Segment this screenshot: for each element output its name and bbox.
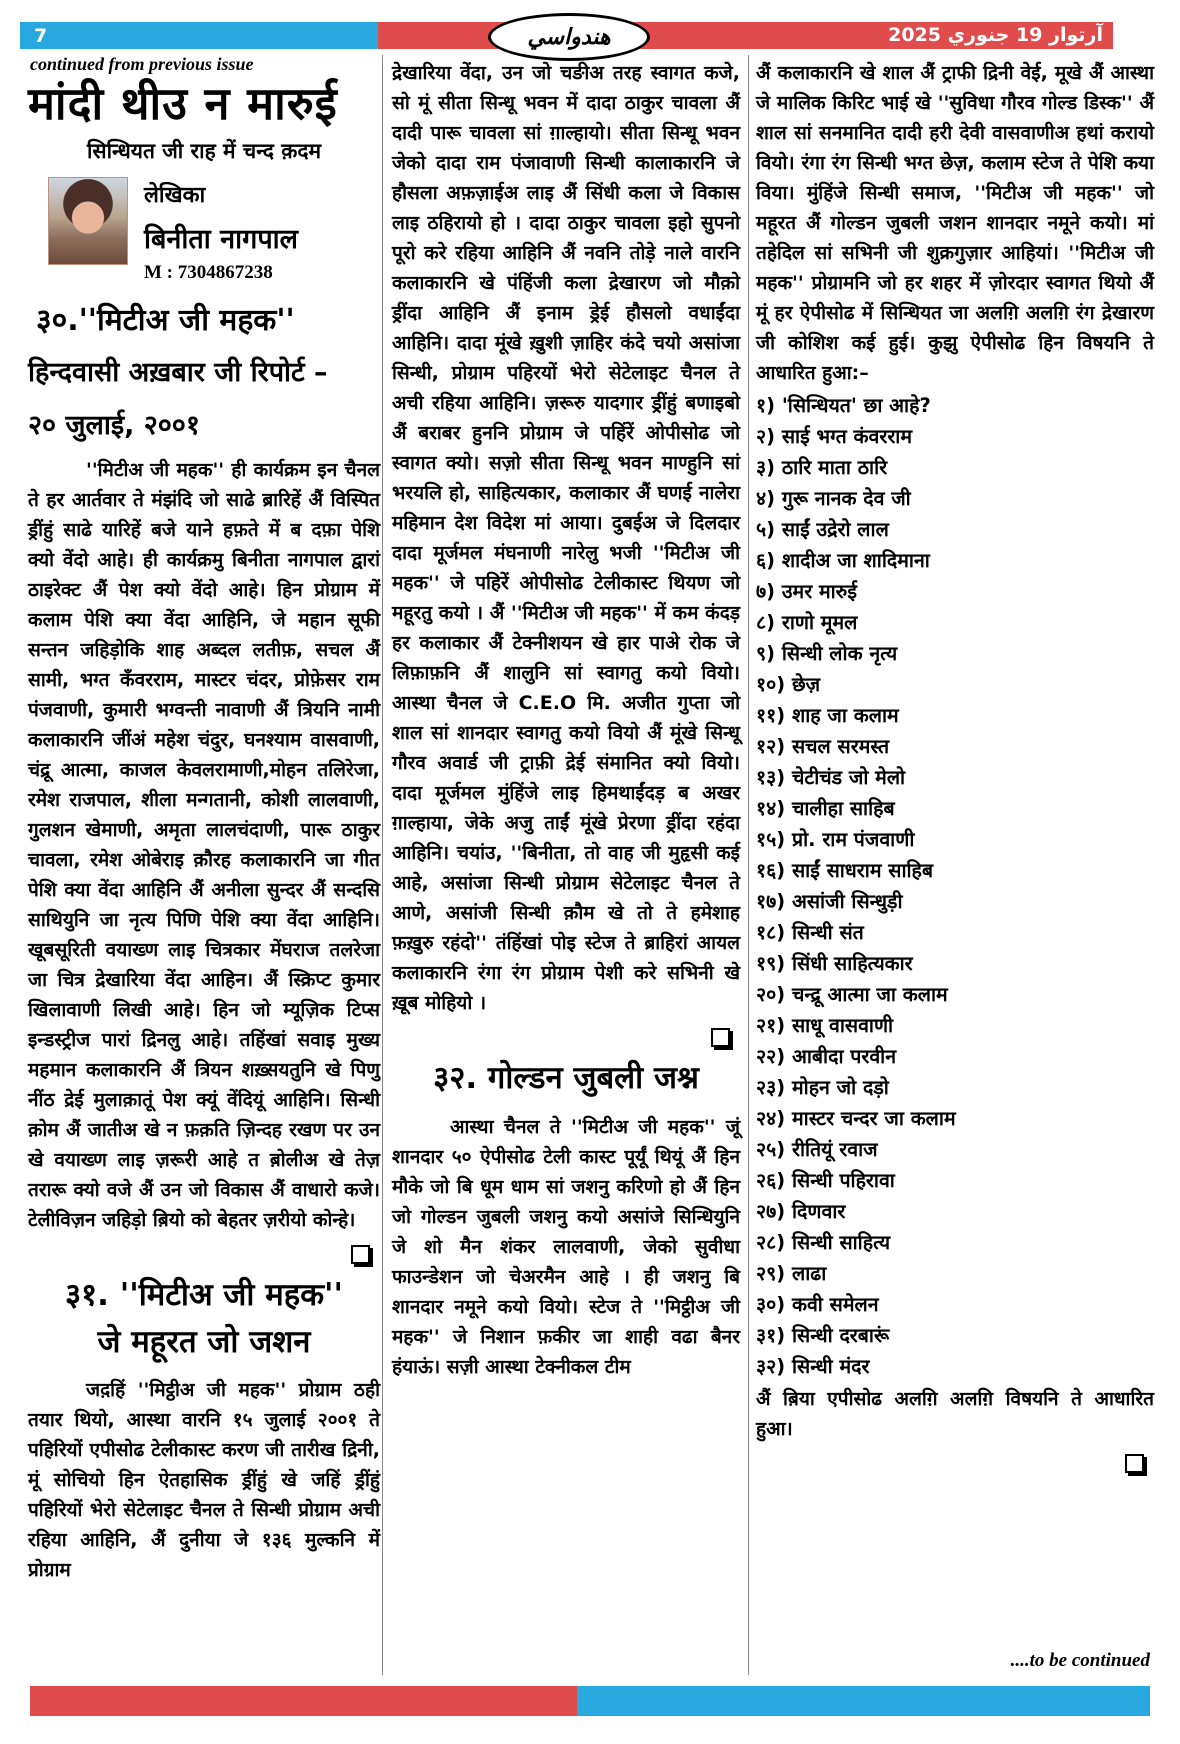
list-item: २) साई भग्त कंवरराम: [756, 425, 913, 448]
bottom-bar-red-segment: [30, 1686, 577, 1716]
section-30-subheading-line1: हिन्दवासी अख़बार जी रिपोर्ट –: [28, 356, 328, 388]
hindvasi-logo: [488, 13, 650, 61]
list-item: १२) सचल सरमस्त: [756, 735, 890, 758]
episode-list: [756, 390, 1154, 1382]
section-30-body: ''मिटीअ जी महक'' ही कार्यक्रम इन चैनल ते हर आर्तवार ते मंझंदि जो साढे ब्रारिहें अैं विस्पित ड्रींहुं साढे यारिहें बजे याने हफ़ते में ब दफ़ा पेशि क्यो वेंदो आहे। ही कार्यक्रमु बिनीता नागपाल द्वारां ठाइरेक्ट अैं पेश क्यो वेंदो आहे। हिन प्रोग्राम में कलाम पेशि क्या वेंदा आहिनि, जे महान सूफी सन्तन जहिड़ोकि शाह अब्दल लतीफ़, सचल अैं सामी, भग्त कॅंवरराम, मास्टर चंदर, प्रोफ़ेसर राम पंजवाणी, कुमारी भग्वन्ती नावाणी अैं त्रियनि नामी कलाकारनि जींअं महेश चंदुर, घनश्याम वासवाणी, चंद्रू आत्मा, काजल केवलरामाणी,मोहन तलिरेजा, रमेश राजपाल, शीला मन्गतानी, कोशी लालवाणी, गुलशन खेमाणी, अमृता लालचंदाणी, पारू ठाकुर चावला, रमेश ओबेराइ क़ौरह कलाकारनि जा गीत पेशि क्या वेंदा आहिनि अैं अनीला सुन्दर अैं सन्दसि साथियुनि जा नृत्य पिणि पेशि क्या वेंदा आहिनि। खूबसूरिती वयाख्ण लाइ चित्रकार मेंघराज तलरेजा जा चित्र द्रेखारिया वेंदा आहिन। अैं स्क्रिप्ट कुमार खिलावाणी लिखी आहे। हिन जो म्यूज़िक टिप्स इन्डस्ट्रीज पारां द्रिनलु आहे। तहिंखां सवाइ मुख्य महमान कलाकारनि अैं त्रियन शख़्सयतुनि खे पिणु नींठ द्रेई मुलाक़ातूं पेश क्यूं वेंदियूं आहिनि। सिन्धी क़ोम अैं जातीअ खे न फ़क़ति ज़िन्दह रखण पर उन खे वयाख्ण लाइ ज़रूरी आहे त ब़ोलीअ खे तेज़ तरारू क्यो वजे अैं उन जो विकास अैं वाधारो कजे। टेलीविज़न जहिड़ो ब़ियो को बेहतर ज़रीयो कोन्हे।: [28, 459, 380, 1231]
author-block: [48, 177, 380, 284]
list-item: ४) गुरू नानक देव जी: [756, 487, 911, 510]
column-3: [756, 50, 1154, 1479]
list-item: २५) रीतियूं रवाज: [756, 1138, 878, 1161]
list-item: ५) साईं उद्रेरो लाल: [756, 518, 889, 541]
author-name: बिनीता नागपाल: [144, 223, 298, 255]
column-2: [392, 50, 740, 1382]
list-item: ११) शाह जा कलाम: [756, 704, 899, 727]
list-item: १) 'सिन्धियत' छा आहे?: [756, 394, 931, 417]
section-30-subheading-line2: २० जुलाई, २००१: [28, 409, 200, 441]
list-item: १९) सिंधी साहित्यकार: [756, 952, 913, 975]
top-bar-blue-segment: [20, 22, 378, 49]
list-item: १४) चालीहा साहिब: [756, 797, 895, 820]
list-item: २७) दिणवार: [756, 1200, 846, 1223]
section-32-heading: ३२. गोल्डन जुबली जश्न: [433, 1060, 699, 1096]
article-title: मांदी थीउ न मारुई: [28, 77, 338, 130]
list-item: ७) उमर मारुई: [756, 580, 857, 603]
page-number: 7: [34, 25, 48, 47]
list-item: २२) आबीदा परवीन: [756, 1045, 897, 1068]
section-31-heading-line1: ३१. ''मिटीअ जी महक'': [64, 1277, 344, 1313]
section-32-body-column3: अैं कलाकारनि खे शाल अैं ट्राफी द्रिनी वेई, मूखे अैं आस्था जे मालिक किरिट भाई खे ''सुविधा गौरव गोल्ड डिस्क'' अैं शाल सां सनमानित दादी हरी देवी वासवाणीअ हथां करायो वियो। रंगा रंग सिन्धी भग्त छेज़, कलाम स्टेज ते पेशि कया विया। मुंहिंजे सिन्धी समाज, ''मिटीअ जी महक'' जो महूरत अैं गोल्डन जुबली जशन शानदार नमूने कयो। मां तहेदिल सां सभिनी जी शुक्रगुज़ार आहियां। ''मिटीअ जी महक'' प्रोग्रामनि जो हर शहर में ज़ोरदार स्वागत थियो अैं मूं हर ऐपीसोढ में सिन्धियत जा अलग़ि अलग़ि रंग द्रेखारण जी कोशिश कई हुई। कुझु ऐपीसोढ हिन विषयनि ते आधारित हुआ:–: [756, 62, 1154, 384]
column-1: [28, 50, 380, 1585]
section-30-heading: ३०.''मिटीअ जी महक'': [36, 302, 295, 338]
end-of-article-marker: [351, 1245, 370, 1264]
author-meta: [144, 177, 298, 284]
section-31-heading: [28, 1272, 380, 1365]
column-divider: [382, 55, 383, 1675]
list-item: १०) छेज़: [756, 673, 821, 696]
list-item: २८) सिन्धी साहित्य: [756, 1231, 891, 1254]
column-divider: [748, 55, 749, 1675]
list-item: १३) चेटीचंड जो मेलो: [756, 766, 906, 789]
date-line: آرتوار 19 جنوري 2025: [888, 24, 1103, 46]
section-32-closing: अैं ब़िया एपीसोढ अलग़ि अलग़ि विषयनि ते आधारित हुआ।: [756, 1388, 1154, 1440]
author-label: लेखिका: [144, 182, 206, 208]
continued-note: continued from previous issue: [30, 54, 254, 74]
section-31-body-column2: द्रेखारिया वेंदा, उन जो चङीअ तरह स्वागत कजे, सो मूं सीता सिन्धू भवन में दादा ठाकुर चावला अैं दादी पारू चावला सां ग़ाल्हायो। सीता सिन्धू भवन जेको दादा राम पंजावाणी सिन्धी कालाकारनि जे हौसला अफ़ज़ाईअ लाइ अैं सिंधी कला जे विकास लाइ ठहिरायो हो । दादा ठाकुर चावला इहो सुपनो पूरो करे रहिया आहिनि अैं नवनि तोड़े नाले वारनि कलाकारनि खे पंहिंजी कला द्रेखारण जो मौक़ो ड्रींदा आहिनि अैं इनाम ड्रेई हौसलो वधाईंदा आहिनि। दादा मूंखे ख़ुशी ज़ाहिर कंदे चयो असांजा सिन्धी, प्रोग्राम पहिरयों भेरो सेटेलाइट चैनल ते अची रहिया आहिनि। ज़रूरु यादगार ड्रींहुं बणाइबो अैं बराबर हुननि प्रोग्राम जे पहिंरें ओपीसोढ जो स्वागत क्यो। सज़ो सीता सिन्धू भवन माण्हुनि सां भरयलि हो, साहित्यकार, कलाकार अैं घणई नालेरा महिमान देश विदेश मां आया। दुबईअ जे दिलदार दादा मूर्जमल मंघनाणी नारेलु भजी ''मिटीअ जी महक'' जे पहिरें ओपीसोढ टेलीकास्ट थियण जो महूरतु कयो । अैं ''मिटीअ जी महक'' में कम कंदड़ हर कलाकार अैं टेक्नीशयन खे हार पाअे रोक जे लिफ़ाफ़नि अैं शालुनि सां स्वागतु कयो वियो। आस्था चैनल जे C.E.O मि. अजीत गुप्ता जो शाल सां शानदार स्वागतु कयो वियो अैं मूंखे सिन्धू गौरव अवार्ड जी ट्राफ़ी द्रेई संमानित क्यो वियो। दादा मूर्जमल मुंहिंजे लाइ हिमथाईंदड़ ब अखर ग़ाल्हाया, जेके अजु ताईं मूंखे प्रेरणा ड्रींदा रहंदा आहिनि। चयांउ, ''बिनीता, तो वाह जी मुहृसी कई आहे, असांजा सिन्धी प्रोग्राम सेटेलाइट चैनल ते आणे, असांजी सिन्धी क़ौम खे तो ते हमेशाह फ़ख़ुरु रहंदो'' तंहिंखां पोइ स्टेज ते ब्राहिरां आयल कलाकारनि रंगा रंग प्रोग्राम पेशी करे सभिनी खे ख़ूब मोहियो ।: [392, 62, 740, 1014]
list-item: ३२) सिन्धी मंदर: [756, 1355, 870, 1378]
list-item: २३) मोहन जो दड़ो: [756, 1076, 889, 1099]
list-item: ३) ठारि माता ठारि: [756, 456, 888, 479]
bottom-bar-blue-segment: [577, 1686, 1150, 1716]
list-item: २६) सिन्धी पहिरावा: [756, 1169, 895, 1192]
to-be-continued-note: ....to be continued: [1010, 1650, 1150, 1671]
author-photo: [48, 177, 128, 265]
list-item: २९) लाढा: [756, 1262, 827, 1285]
list-item: २०) चन्द्रू आत्मा जा कलाम: [756, 983, 948, 1006]
end-of-article-marker: [1125, 1454, 1144, 1473]
list-item: ९) सिन्धी लोक नृत्य: [756, 642, 898, 665]
list-item: ३१) सिन्धी दरबारूं: [756, 1324, 890, 1347]
logo-text: هندواسي: [527, 24, 611, 50]
section-31-body-column1: जद़हिं ''मिट्ठीअ जी महक'' प्रोग्राम ठही तयार थियो, आस्था वारनि १५ जुलाई २००१ ते पहिरियों एपीसोढ टेलीकास्ट करण जी तारीख द्रिनी, मूं सोचियो हिन ऐतहासिक ड्रींहुं खे जहिं ड्रींहुं पहिरियों भेरो सेटेलाइट चैनल ते सिन्धी प्रोग्राम अची रहिया आहिनि, अैं दुनीया जे १३६ मुल्कनि में प्रोग्राम: [28, 1379, 380, 1581]
list-item: ३०) कवी समेलन: [756, 1293, 879, 1316]
list-item: २१) साधू वासवाणी: [756, 1014, 894, 1037]
end-of-article-marker: [711, 1028, 730, 1047]
list-item: १५) प्रो. राम पंजवाणी: [756, 828, 915, 851]
list-item: ८) राणो मूमल: [756, 611, 858, 634]
list-item: ६) शादीअ जा शादिमाना: [756, 549, 930, 572]
section-31-heading-line2: जे महूरत जो जशन: [97, 1323, 311, 1360]
article-subtitle: सिन्धियत जी राह में चन्द क़दम: [86, 138, 322, 163]
list-item: १६) साईं साधराम साहिब: [756, 859, 934, 882]
author-phone: M : 7304867238: [144, 261, 273, 283]
section-32-body-column2: आस्था चैनल ते ''मिटीअ जी महक'' जूं शानदार ५० ऐपीसोढ टेली कास्ट पूर्यूं थियूं अैं हिन मौके जो बि धूम धाम सां जशनु करिणो हो अैं हिन जो गोल्डन जुबली जशनु कयो असांजे सिन्धियुनि जे शो मैन शंकर लालवाणी, जेको सुवीधा फाउन्डेशन जो चेअरमैन आहे । ही जशनु बि शानदार नमूने कयो वियो। स्टेज ते ''मिट्ठीअ जी महक'' जे निशान फ़कीर जा शाही वढा बैनर हंयाऊं। सज़ी आस्था टेक्नीकल टीम: [392, 1115, 740, 1378]
list-item: २४) मास्टर चन्दर जा कलाम: [756, 1107, 956, 1130]
list-item: १८) सिन्धी संत: [756, 921, 864, 944]
list-item: १७) असांजी सिन्धुड़ी: [756, 890, 903, 913]
